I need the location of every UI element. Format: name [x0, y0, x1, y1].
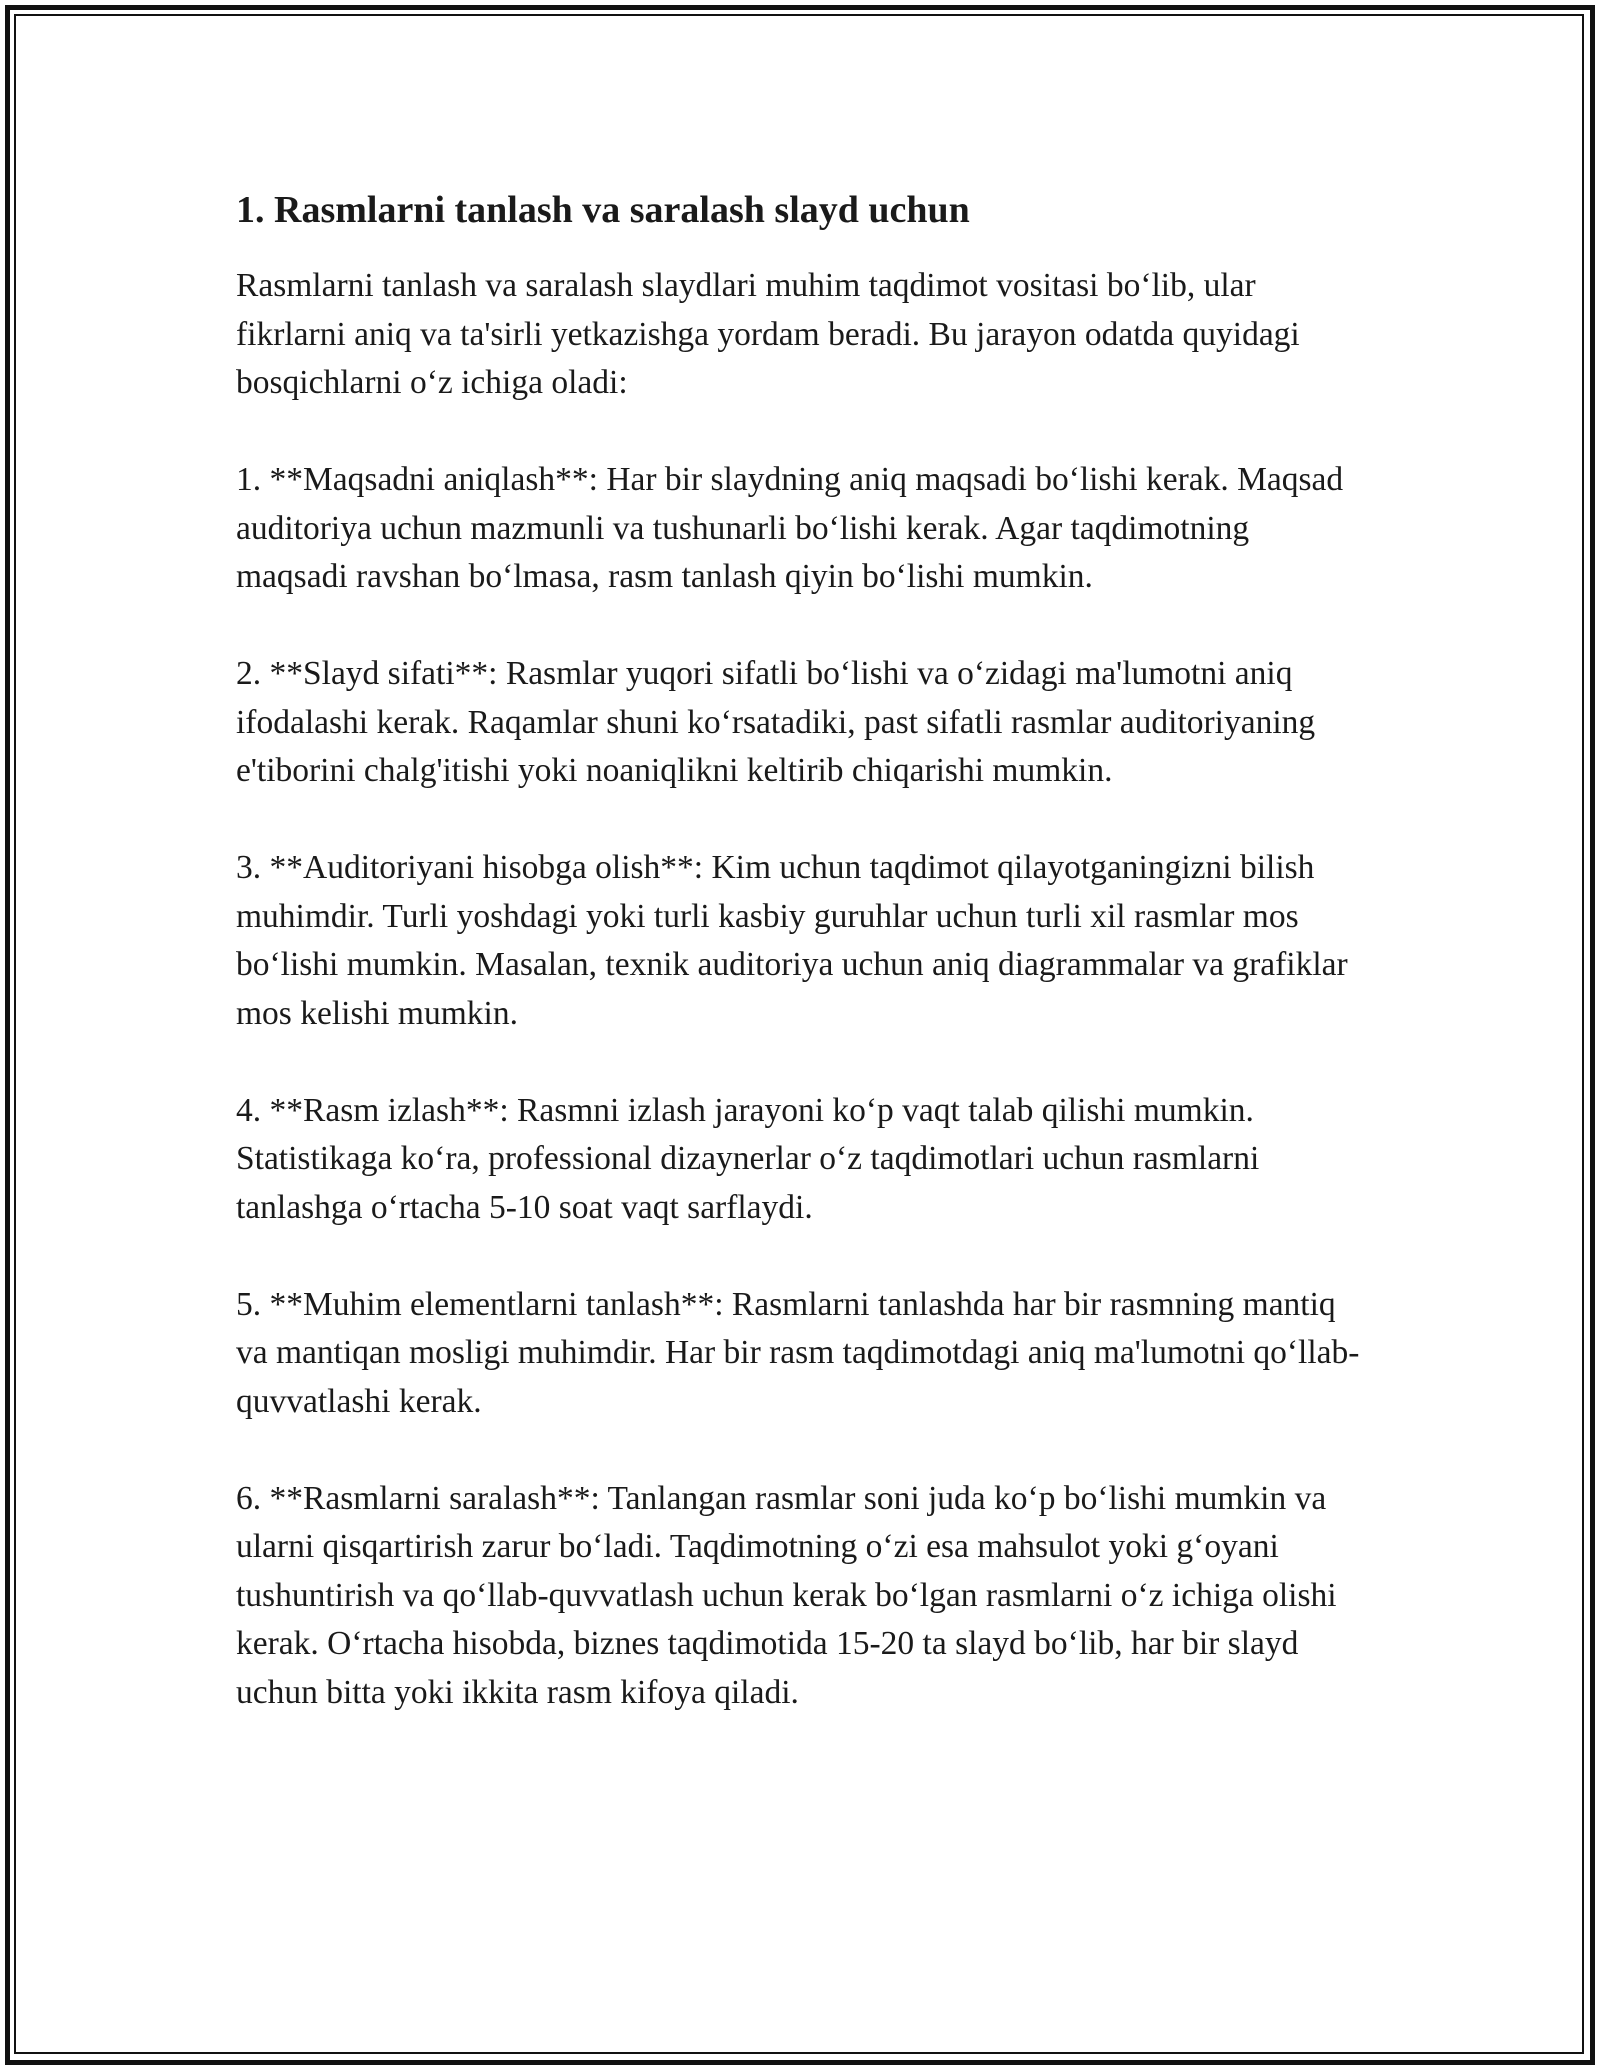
step-5-paragraph: 5. **Muhim elementlarni tanlash**: Rasmlarni tanlashda har bir rasmning mantiq va mantiqan mosligi muhimdir. Har bir rasm taqdimotdagi aniq ma'lumotni qoʻllab-quvvatlashi kerak.	[236, 1285, 1360, 1420]
step-6-paragraph: 6. **Rasmlarni saralash**: Tanlangan rasmlar soni juda koʻp boʻlishi mumkin va ularni qisqartirish zarur boʻladi. Taqdimotning oʻzi esa mahsulot yoki gʻoyani tushuntirish va qoʻllab-quvvatlash uchun kerak boʻlgan rasmlarni oʻz ichiga olishi kerak. Oʻrtacha hisobda, biznes taqdimotida 15-20 ta slayd boʻlib, har bir slayd uchun bitta yoki ikkita rasm kifoya qiladi.	[236, 1479, 1337, 1711]
step-3-paragraph: 3. **Auditoriyani hisobga olish**: Kim uchun taqdimot qilayotganingizni bilish muhimdir. Turli yoshdagi yoki turli kasbiy guruhlar uchun turli xil rasmlar mos boʻlishi mumkin. Masalan, texnik auditoriya uchun aniq diagrammalar va grafiklar mos kelishi mumkin.	[236, 849, 1348, 1032]
step-1-paragraph: 1. **Maqsadni aniqlash**: Har bir slaydning aniq maqsadi boʻlishi kerak. Maqsad auditoriya uchun mazmunli va tushunarli boʻlishi kerak. Agar taqdimotning maqsadi ravshan boʻlmasa, rasm tanlash qiyin boʻlishi mumkin.	[236, 461, 1344, 595]
document-title: 1. Rasmlarni tanlash va saralash slayd uchun	[236, 189, 970, 231]
document-body	[236, 186, 1366, 1766]
step-2-paragraph: 2. **Slayd sifati**: Rasmlar yuqori sifatli boʻlishi va oʻzidagi ma'lumotni aniq ifodalashi kerak. Raqamlar shuni koʻrsatadiki, past sifatli rasmlar auditoriyaning e'tiborini chalg'itishi yoki noaniqlikni keltirib chiqarishi mumkin.	[236, 655, 1316, 789]
step-4-paragraph: 4. **Rasm izlash**: Rasmni izlash jarayoni koʻp vaqt talab qilishi mumkin. Statistikaga koʻra, professional dizaynerlar oʻz taqdimotlari uchun rasmlarni tanlashga oʻrtacha 5-10 soat vaqt sarflaydi.	[236, 1091, 1260, 1226]
intro-paragraph: Rasmlarni tanlash va saralash slaydlari muhim taqdimot vositasi boʻlib, ular fikrlarni aniq va ta'sirli yetkazishga yordam beradi. Bu jarayon odatda quyidagi bosqichlarni oʻz ichiga oladi:	[236, 267, 1300, 401]
